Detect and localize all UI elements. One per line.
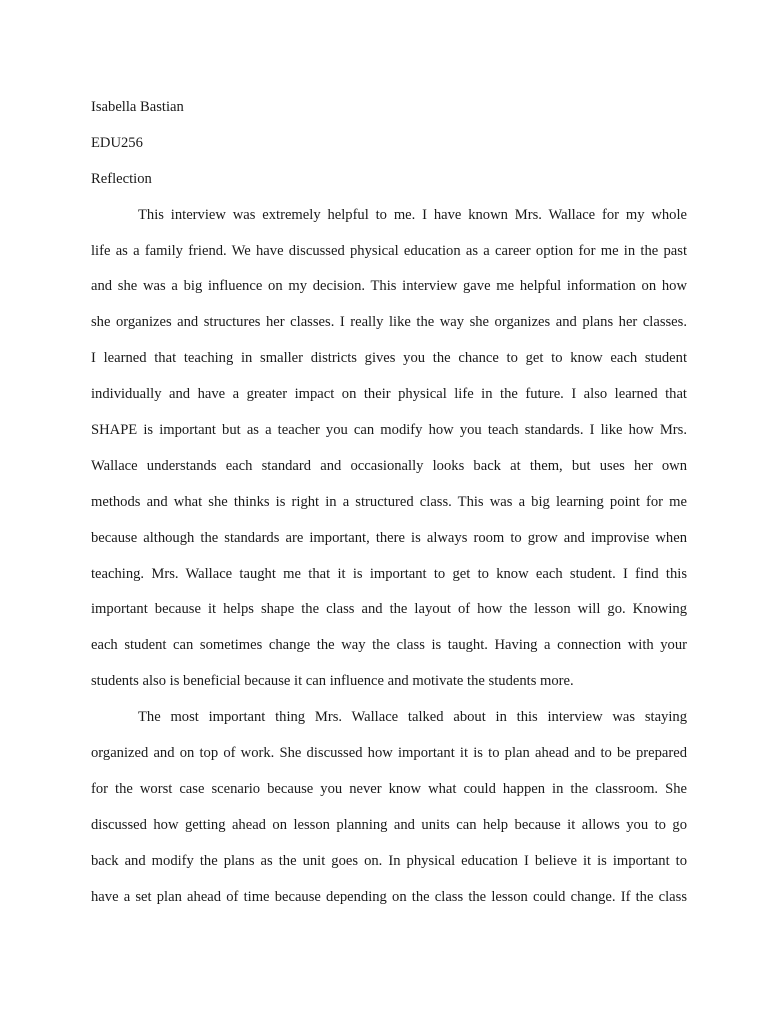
paragraph-1-line: important because it helps shape the class and the layout of how the lesson will go. Knowing (91, 601, 687, 618)
paragraph-1-line: teaching. Mrs. Wallace taught me that it is important to get to know each student. I find this (91, 565, 687, 582)
paragraph-1-line: because although the standards are important, there is always room to grow and improvise when (91, 529, 687, 546)
paragraph-1-line: and she was a big influence on my decision. This interview gave me helpful information on how (91, 278, 687, 295)
course-code: EDU256 (91, 134, 143, 151)
paragraph-2-line: for the worst case scenario because you never know what could happen in the classroom. She (91, 780, 687, 797)
paragraph-1-line: she organizes and structures her classes. I really like the way she organizes and plans her classes. (91, 314, 687, 331)
paragraph-1-line: methods and what she thinks is right in a structured class. This was a big learning point for me (91, 493, 687, 510)
author-name: Isabella Bastian (91, 99, 184, 115)
paragraph-1-line: Wallace understands each standard and occasionally looks back at them, but uses her own (91, 457, 687, 474)
paragraph-2-line: have a set plan ahead of time because depending on the class the lesson could change. If the class (91, 888, 687, 905)
document-body (91, 90, 687, 915)
paragraph-1-line: life as a family friend. We have discussed physical education as a career option for me in the past (91, 242, 687, 259)
paragraph-2-line: organized and on top of work. She discussed how important it is to plan ahead and to be prepared (91, 745, 687, 762)
paragraph-1-line: students also is beneficial because it can influence and motivate the students more. (91, 673, 574, 690)
paragraph-2-line: discussed how getting ahead on lesson planning and units can help because it allows you to go (91, 816, 687, 833)
paragraph-1-line: I learned that teaching in smaller districts gives you the chance to get to know each student (91, 350, 687, 367)
paragraph-2-line: back and modify the plans as the unit goes on. In physical education I believe it is important to (91, 852, 687, 869)
document-title: Reflection (91, 170, 152, 187)
paragraph-1-line: This interview was extremely helpful to me. I have known Mrs. Wallace for my whole (138, 206, 687, 223)
paragraph-2-line: The most important thing Mrs. Wallace talked about in this interview was staying (138, 709, 687, 726)
paragraph-1-line: SHAPE is important but as a teacher you can modify how you teach standards. I like how Mrs. (91, 422, 687, 439)
paragraph-1-line: individually and have a greater impact on their physical life in the future. I also learned that (91, 386, 687, 403)
paragraph-1-line: each student can sometimes change the way the class is taught. Having a connection with your (91, 637, 687, 654)
